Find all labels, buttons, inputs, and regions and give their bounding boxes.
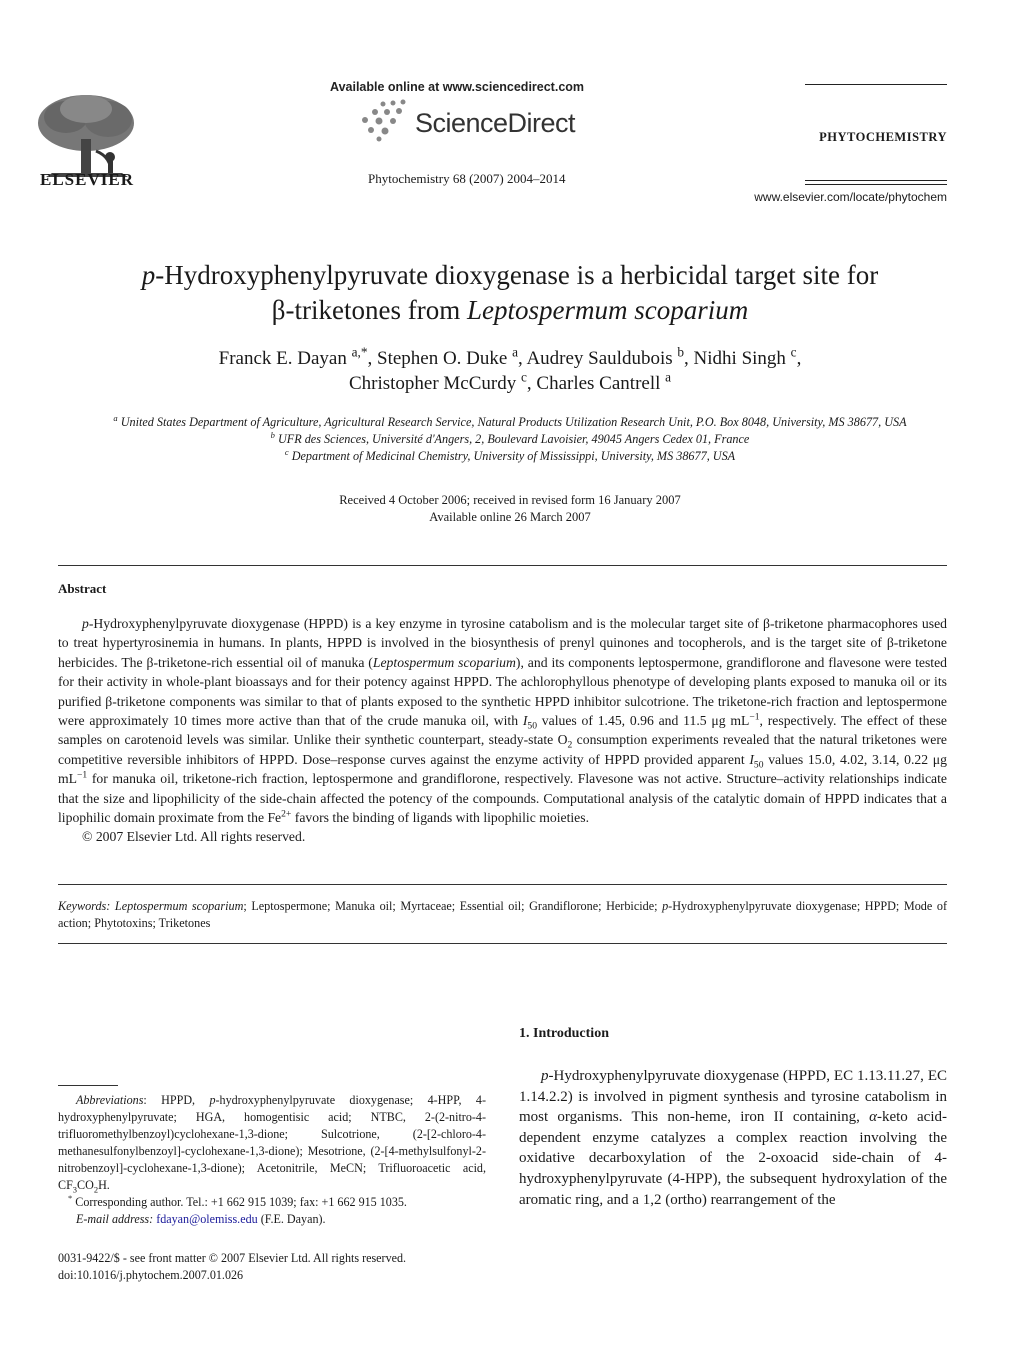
introduction-body: p-Hydroxyphenylpyruvate dioxygenase (HPPD, EC 1.13.11.27, EC 1.14.2.2) is involved in pigment synthesis and tyrosine catabolism in most organisms. This non-heme, iron II containing, α-keto acid-dependent enzyme catalyzes a complex reaction involving the oxidative decarboxylation of the 2-oxoacid side-chain of 4-hydroxyphenylpyruvate (4-HPP), the subsequent hydroxylation of the aromatic ring, and a 1,2 (ortho) rearrangement of the (519, 1068, 947, 1208)
header-rule-double (805, 180, 947, 185)
author-name[interactable]: Christopher McCurdy (348, 373, 517, 394)
author-name[interactable]: Stephen O. Duke (377, 348, 508, 369)
divider-bottom (58, 943, 947, 944)
author-list: Franck E. Dayan $^{a,*}$, Stephen O. Duke $^a$, Audrey Sauldubois $^b$, Nidhi Singh $^c$, Christopher McCurdy $^c$, Charles Cantrell $^a$ (218, 344, 802, 394)
footnotes: Abbreviations: HPPD, p-hydroxyphenylpyruvate dioxygenase; 4-HPP, 4-hydroxyphenylpyruvate; HGA, homogentisic acid; NTBC, 2-(2-nitro-4-trifluoromethylbenzoyl)cyclohexane-1,3-dione; Sulcotrione, (2-[2-chloro-4-methanesulfonylbenzoyl]-cyclohexane-1,3-dione); Mesotrione, (2-[4-methylsulfonyl-2-nitrobenzoyl]-cyclohexane-1,3-dione); Acetonitrile, MeCN; Trifluoroacetic acid, $CF_3CO_2H$. * Corresponding author. Tel.: +1 662 915 1039; fax: +1 662 915 1035. E-mail address: fdayan@olemiss.edu (F.E. Dayan). (58, 1093, 486, 1226)
keywords: Keywords: Leptospermum scoparium; Leptospermone; Manuka oil; Myrtaceae; Essential oil; Grandiflorone; Herbicide; p-Hydroxyphenylpyruvate dioxygenase; HPPD; Mode of action; Phytotoxins; Triketones (58, 899, 948, 930)
section-heading-introduction: 1. Introduction (519, 1026, 609, 1041)
affiliation-c: $^c$ Department of Medicinal Chemistry, University of Mississippi, University, MS 38677, USA (284, 446, 736, 463)
sciencedirect-dots-icon (353, 98, 413, 142)
sciencedirect-wordmark: ScienceDirect (415, 108, 576, 138)
author-name[interactable]: Audrey Sauldubois (526, 348, 673, 369)
divider-top (58, 565, 947, 566)
divider-mid (58, 884, 947, 885)
affiliation-b: $^b$ UFR des Sciences, Université d'Angers, 2, Boulevard Lavoisier, 49045 Angers Cedex 01, France (270, 429, 750, 446)
available-online-text: Available online at www.sciencedirect.com (330, 80, 585, 94)
abstract-body: p-Hydroxyphenylpyruvate dioxygenase (HPPD) is a key enzyme in tyrosine catabolism and is the molecular target site of β-triketone pharmacophores used to treat hypertyrosinemia in humans. In plants, HPPD is involved in the biosynthesis of prenyl quinones and tocopherols, and is the target site of β-triketone herbicides. The β-triketone-rich essential oil of manuka (Leptospermum scoparium), and its components leptospermone, grandiflorone and flavesone were tested for their activity in whole-plant bioassays and for their potency against HPPD. The achlorophyllous phenotype of developing plants exposed to manuka oil or its purified β-triketone components was similar to that of plants exposed to the synthetic HPPD inhibitor sulcotrione. The triketone-rich fraction and leptospermone were approximately 10 times more active than that of the crude manuka oil, with $I_{50}$ values of 1.45, 0.96 and 11.5 μg $mL^{-1}$, respectively. The effect of these samples on carotenoid levels was similar. Unlike their synthetic counterpart, steady-state $O_2$ consumption experiments revealed that the natural triketones were competitive reversible inhibitors of HPPD. Dose–response curves against the enzyme activity of HPPD provided apparent $I_{50}$ values 15.0, 4.02, 3.14, 0.22 μg $mL^{-1}$ for manuka oil, triketone-rich fraction, leptospermone and grandiflorone, respectively. Flavesone was not active. Structure–activity relationships indicate that the size and lipophilicity of the side-chain affected the potency of the compounds. Computational analysis of the catalytic domain of HPPD indicates that a lipophilic domain proximate from the $Fe^{2+}$ favors the binding of ligands with lipophilic moieties. © 2007 Elsevier Ltd. All rights reserved. (58, 614, 947, 847)
affiliations (60, 414, 960, 465)
abstract-copyright: © 2007 Elsevier Ltd. All rights reserved. (82, 829, 306, 845)
abstract-heading: Abstract (58, 581, 107, 596)
journal-name: PHYTOCHEMISTRY (819, 130, 947, 144)
article-dates: Received 4 October 2006; received in revised form 16 January 2007 Available online 26 March 2007 (339, 493, 681, 524)
article-title: p-Hydroxyphenylpyruvate dioxygenase is a herbicidal target site for β-triketones from Leptospermum scoparium (141, 260, 879, 325)
author-name[interactable]: Nidhi Singh (693, 348, 786, 369)
doi-link[interactable]: doi:10.1016/j.phytochem.2007.01.026 (58, 1268, 244, 1282)
footnote-rule (58, 1085, 118, 1086)
publisher-name: ELSEVIER (40, 170, 134, 189)
email-link[interactable]: fdayan@olemiss.edu (156, 1212, 258, 1226)
author-name[interactable]: Charles Cantrell (536, 373, 661, 394)
journal-url-link[interactable]: www.elsevier.com/locate/phytochem (754, 190, 947, 204)
header-rule-top (805, 84, 947, 85)
affiliation-a: $^a$ United States Department of Agriculture, Agricultural Research Service, Natural Products Utilization Research Unit, P.O. Box 8048, University, MS 38677, USA (113, 412, 907, 429)
issn-doi: 0031-9422/$ - see front matter © 2007 Elsevier Ltd. All rights reserved. doi:10.1016/j.phytochem.2007.01.026 (58, 1250, 486, 1284)
journal-citation: Phytochemistry 68 (2007) 2004–2014 (368, 171, 566, 186)
author-name[interactable]: Franck E. Dayan (218, 348, 347, 369)
